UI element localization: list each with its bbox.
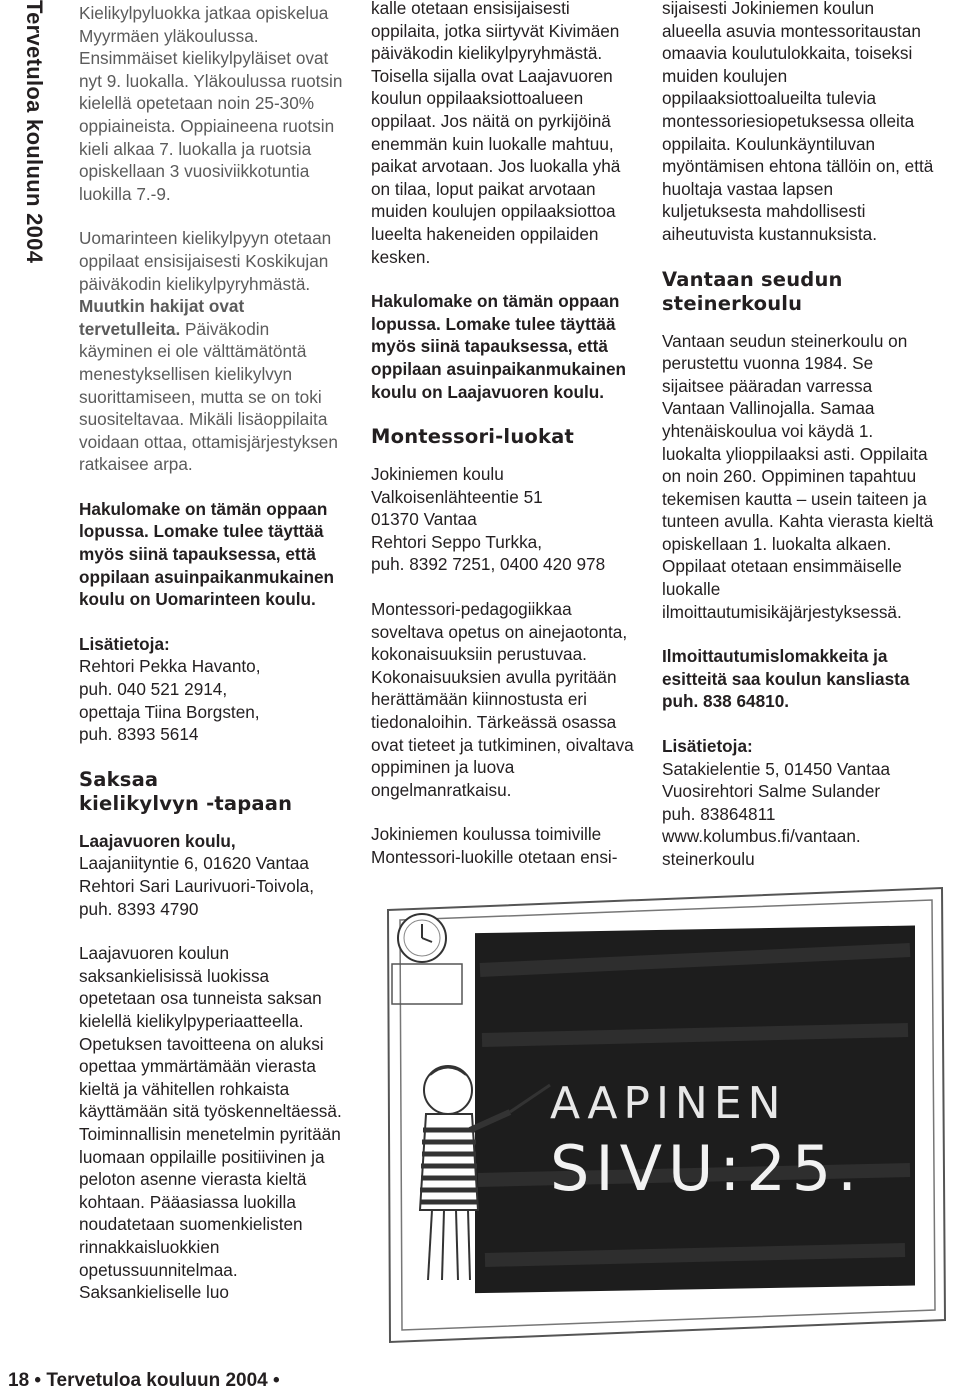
board-text-line1: AAPINEN bbox=[550, 1078, 787, 1129]
col3-heading-line: steinerkoulu bbox=[662, 291, 803, 315]
col3-heading-steiner bbox=[662, 268, 937, 316]
col2-contact-line: Valkoisenlähteentie 51 bbox=[371, 486, 543, 507]
col2-contact-line: Jokiniemen koulu bbox=[371, 464, 504, 485]
col2-application-note: Hakulomake on tämän oppaan lopussa. Lomake tulee täyttää myös siinä tapauksessa, että oppilaan asuinpaikanmukainen koulu on Laajavuoren koulu. bbox=[371, 291, 627, 402]
col2-contact bbox=[371, 463, 641, 576]
col2-continuation: kalle otetaan ensisijaisesti oppilaita, jotka siirtyvät Kivimäen päiväkodin kielikylpyryhmästä. Toisella sijalla ovat Laajavuoren koulun oppilaaksiottoalueen oppilaat. Jos näitä on pyrkijöinä enemmän kuin luokalle mahtuu, paikat arvotaan. Jos luokalla yhä on tilaa, loput paikat arvotaan muiden koulujen oppilaaksiottoa lueelta hakeneiden oppilaiden kesken. bbox=[371, 0, 621, 267]
col2-contact-line: Rehtori Seppo Turkka, bbox=[371, 531, 543, 552]
col1-info-label: Lisätietoja: bbox=[79, 633, 170, 654]
col3-info-line: www.kolumbus.fi/vantaan. bbox=[662, 826, 861, 847]
col1-school-contact bbox=[79, 830, 347, 920]
col1-admission-highlight: Muutkin hakijat ovat tervetulleita. bbox=[79, 296, 245, 339]
col1-intro: Kielikylpyluokka jatkaa opiskelua Myyrmäen yläkoulussa. Ensimmäiset kielikylpyläiset ovat nyt 9. luokalla. Yläkoulussa ruotsin kielellä opetetaan noin 25-30% oppiaineista. Oppiaineena ruotsin kieli alkaa 7. luokalla ja ruotsia opiskellaan 3 vuosiviikkotuntia luokilla 7.-9. bbox=[79, 3, 343, 204]
col2-heading-montessori: Montessori-luokat bbox=[371, 425, 575, 449]
col1-info-line: Rehtori Pekka Havanto, bbox=[79, 656, 261, 677]
col3-info-line: Satakielentie 5, 01450 Vantaa bbox=[662, 758, 891, 779]
col3-info-line: Vuosirehtori Salme Sulander bbox=[662, 781, 881, 802]
col1-info-line: opettaja Tiina Borgsten, bbox=[79, 701, 260, 722]
col3-info bbox=[662, 735, 937, 871]
shelf bbox=[392, 964, 462, 1004]
col1-school-line: Rehtori Sari Laurivuori-Toivola, bbox=[79, 876, 314, 896]
col1-info-line: puh. 8393 5614 bbox=[79, 724, 199, 745]
col1-school-line: puh. 8393 4790 bbox=[79, 898, 199, 919]
col3-steiner-desc: Vantaan seudun steinerkoulu on perustettu vuonna 1984. Se sijaitsee pääradan varressa Vantaan Vallinojalla. Samaa yhtenäiskoulua voi käydä 1. luokalta ylioppilaaksi asti. Oppilaita on noin 260. Oppiminen tapahtuu tekemisen kautta – usein taiteen ja tunteen avulla. Kahta vierasta kieltä opiskellaan 1. luokalta alkaen. Oppilaat otetaan ensimmäiselle luokalle ilmoittautumisikäjärjestyksessä. bbox=[662, 330, 934, 622]
col1-info-line: puh. 040 521 2914, bbox=[79, 679, 228, 700]
side-title-bar bbox=[0, 0, 47, 315]
board-text-line2: SIVU:25. bbox=[550, 1132, 863, 1205]
col2-contact-line: 01370 Vantaa bbox=[371, 509, 477, 530]
page-footer: 18 • Tervetuloa kouluun 2004 • bbox=[8, 1370, 280, 1391]
col3-continuation: sijaisesti Jokiniemen koulun alueella asuvia montessoritaustan omaavia koulutulokkaita, toiseksi muiden koulujen oppilaaksiottoalueilta tulevia montessoriesiopetuksessa olleita oppilaita. Koulunkäyntiluvan myöntämisen ehtona tällöin on, että huoltaja vastaa lapsen kuljetuksesta mahdollisesti aiheutuvista kustannuksista. bbox=[662, 0, 934, 244]
col1-school-line: Laajaniityntie 6, 01620 Vantaa bbox=[79, 853, 309, 874]
side-title: Tervetuloa kouluun 2004 bbox=[22, 0, 47, 264]
col1-heading-saksaa bbox=[79, 768, 347, 816]
col1-school-name: Laajavuoren koulu, bbox=[79, 830, 236, 851]
col2-montessori-admission: Jokiniemen koulussa toimiville Montessori-luokille otetaan ensi- bbox=[371, 824, 618, 867]
col3-info-line: steinerkoulu bbox=[662, 849, 755, 869]
col2-contact-line: puh. 8392 7251, 0400 420 978 bbox=[371, 554, 606, 575]
col1-german-classes: Laajavuoren koulun saksankielisissä luokissa opetetaan osa tunneista saksan kielellä kielikylpyperiaatteella. Opetuksen tavoitteena on aluksi opettaa ymmärtämään vierasta kieltä ja vähitellen rohkaista käyttämään sitä työskenneltäessä. Toiminnallisin menetelmin pyritään luomaan oppilaille positiivinen ja peloton asenne vierasta kieltä kohtaan. Pääasiassa luokilla noudatetaan suomenkielisten rinnakkaisluokkien opetussuunnitelmaa. Saksankieliselle luo bbox=[79, 943, 342, 1303]
clock-icon bbox=[398, 914, 446, 962]
column-3 bbox=[662, 0, 937, 893]
col3-info-label: Lisätietoja: bbox=[662, 736, 753, 757]
col1-admission-text-a: Uomarinteen kielikylpyyn otetaan oppilaat ensisijaisesti Koskikujan päiväkodin kielikylpyryhmästä. bbox=[79, 228, 332, 294]
col1-application-note: Hakulomake on tämän oppaan lopussa. Lomake tulee täyttää myös siinä tapauksessa, että oppilaan asuinpaikanmukainen koulu on Uomarinteen koulu. bbox=[79, 498, 335, 610]
col1-heading-line: Saksaa bbox=[79, 767, 159, 791]
column-1 bbox=[79, 2, 347, 1326]
col1-admission-text-c: Päiväkodin käyminen ei ole välttämätöntä menestyksellisen kielikylvyn suorittamiseen, mutta se on toki suositeltavaa. Mikäli lisäoppilaita voidaan ottaa, ottamisjärjestyksen ratkaisee arpa. bbox=[79, 318, 338, 475]
col3-heading-line: Vantaan seudun bbox=[662, 267, 843, 291]
col3-registration-note: Ilmoittautumislomakkeita ja esitteitä saa koulun kansliasta puh. 838 64810. bbox=[662, 646, 910, 712]
column-2 bbox=[371, 0, 641, 891]
chalkboard-drawing bbox=[370, 880, 950, 1380]
col3-info-line: puh. 83864811 bbox=[662, 803, 776, 824]
col1-info bbox=[79, 633, 347, 746]
col2-montessori-desc: Montessori-pedagogiikkaa soveltava opetus on ainejaotonta, kokonaisuuksiin perustuvaa. Kokonaisuuksien avulla pyritään herättämään kiinnostusta eri tiedonaloihin. Tärkeässä osassa ovat tieteet ja tutkiminen, oivaltava oppiminen ja luova ongelmanratkaisu. bbox=[371, 599, 634, 800]
col1-admission bbox=[79, 227, 347, 476]
col1-heading-line: kielikylvyn -tapaan bbox=[79, 791, 293, 815]
